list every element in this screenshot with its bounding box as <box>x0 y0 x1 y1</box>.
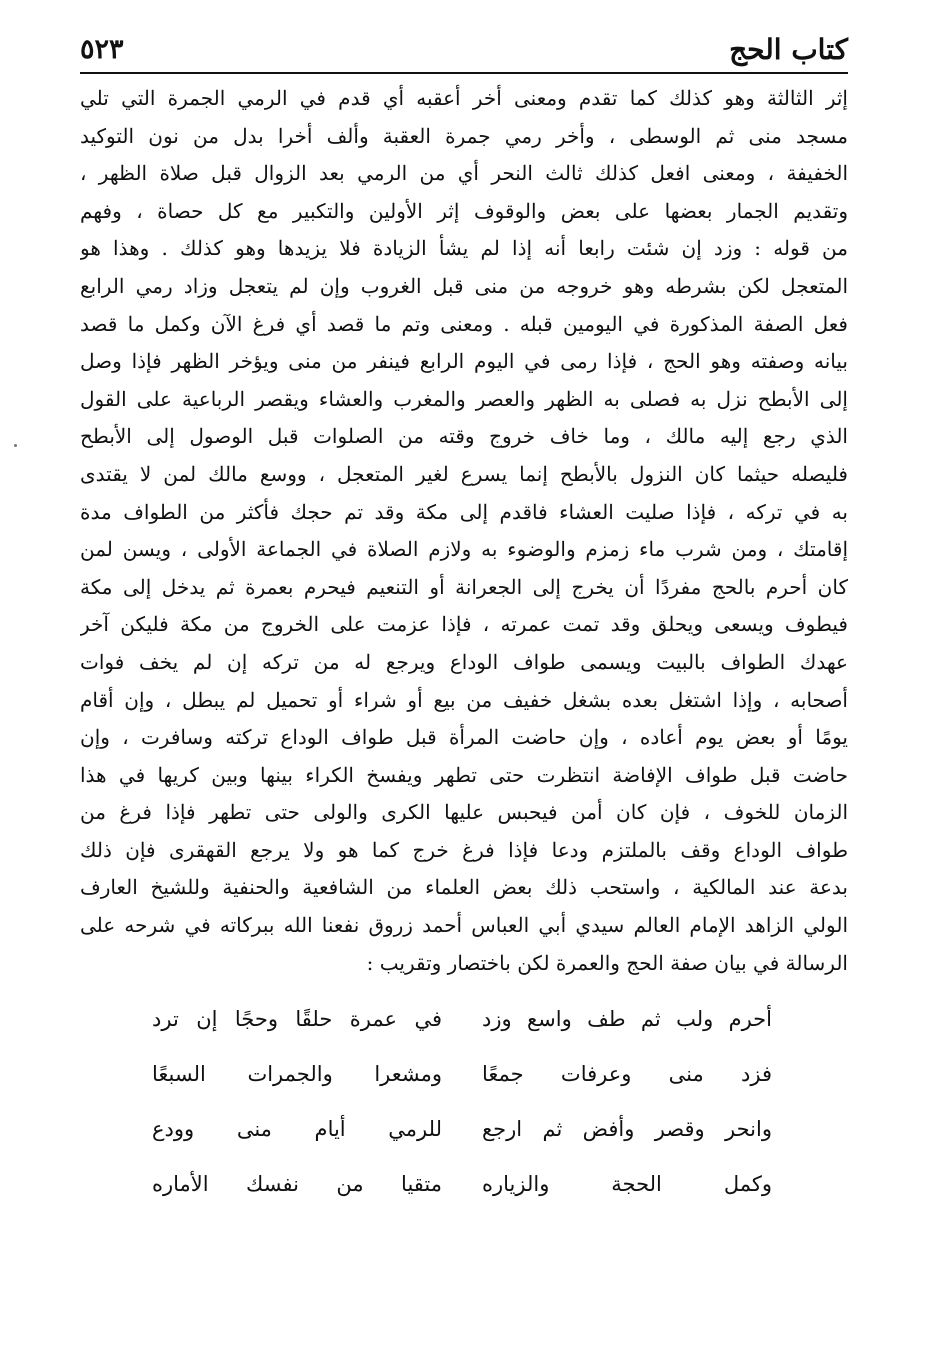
verse-first-hemistich: فزد منى وعرفات جمعًا <box>482 1062 772 1087</box>
text-line: وتقديم الجمار بعضها على بعض والوقوف إثر الأولين والتكبير مع كل حصاة ، وفهم <box>80 198 848 223</box>
scan-speck <box>14 444 17 447</box>
poem <box>152 992 772 1212</box>
text-line: عهدك الطواف بالبيت ويسمى طواف الوداع ويرجع له من تركه إن لم يخف فوات <box>80 649 848 674</box>
text-line: الذي رجع إليه مالك ، وما خاف خروج وقته من الصلوات قبل الوصول إلى الأبطح <box>80 424 848 449</box>
text-line: أصحابه ، وإذا اشتغل بعده بشغل خفيف من بيع أو شراء أو تحميل لم يبطل ، وإن أقام <box>80 687 848 712</box>
poem-verse <box>152 992 772 1047</box>
text-line: إلى الأبطح نزل به فصلى به الظهر والعصر والمغرب والعشاء ويقصر الرباعية على القول <box>80 386 848 411</box>
text-line: طواف الوداع وقف بالملتزم ودعا فإذا فرغ خرج كما هو ولا يرجع القهقرى فإن ذلك <box>80 837 848 862</box>
text-line: الولي الزاهد الإمام العالم سيدي أبي العباس أحمد زروق نفعنا الله ببركاته في شرحه على <box>80 913 848 938</box>
verse-first-hemistich: وانحر وقصر وأفض ثم ارجع <box>482 1117 772 1142</box>
page-number: ٥٢٣ <box>80 34 124 65</box>
verse-second-hemistich: ومشعرا والجمرات السبعًا <box>152 1062 442 1087</box>
text-line: الزمان للخوف ، فإن كان أمن فيحبس عليها الكرى والولى حتى تطهر فإذا فرغ من <box>80 800 848 825</box>
verse-first-hemistich: وكمل الحجة والزياره <box>482 1172 772 1197</box>
running-title: كتاب الحج <box>729 33 848 66</box>
poem-verse <box>152 1157 772 1212</box>
text-line: كان أحرم بالحج مفردًا أن يخرج إلى الجعرانة أو التنعيم فيحرم بعمرة ثم يدخل إلى مكة <box>80 574 848 599</box>
verse-second-hemistich: للرمي أيام منى وودع <box>152 1117 442 1142</box>
text-line: إقامتك ، ومن شرب ماء زمزم والوضوء به ولازم الصلاة في الجماعة الأولى ، ويسن لمن <box>80 537 848 562</box>
verse-second-hemistich: متقيا من نفسك الأماره <box>152 1172 442 1197</box>
text-line: حاضت قبل طواف الإفاضة انتظرت حتى تطهر ويفسخ الكراء بينها وبين كريها في هذا <box>80 762 848 787</box>
verse-second-hemistich: في عمرة حلقًا وحجًا إن ترد <box>152 1007 442 1032</box>
text-line: يومًا أو بعض يوم أعاده ، وإن حاضت المرأة قبل طواف الوداع تركته وسافرت ، وإن <box>80 725 848 750</box>
text-line: الرسالة في بيان صفة الحج والعمرة لكن باختصار وتقريب : <box>366 950 848 975</box>
text-line: بيانه وصفته وهو الحج ، فإذا رمى في اليوم الرابع فينفر من منى ويؤخر الظهر فإذا وصل <box>80 349 848 374</box>
text-line: بدعة عند المالكية ، واستحب ذلك بعض العلماء من الشافعية والحنفية وللشيخ العارف <box>80 875 848 900</box>
poem-verse <box>152 1047 772 1102</box>
text-line: فعل الصفة المذكورة في اليومين قبله . ومعنى وتم ما قصد أي فرغ الآن وكمل ما قصد <box>80 311 848 336</box>
verse-first-hemistich: أحرم ولب ثم طف واسع وزد <box>482 1007 772 1032</box>
text-line: فيطوف ويسعى ويحلق وقد تمت عمرته ، فإذا عزمت على الخروج من مكة فليكن آخر <box>80 612 848 637</box>
book-page <box>80 28 848 1212</box>
text-line: المتعجل لكن بشرطه وهو خروجه من منى قبل الغروب وإن لم يتعجل وزاد رمي الرابع <box>80 273 848 298</box>
poem-verse <box>152 1102 772 1157</box>
text-line: الخفيفة ، ومعنى افعل كذلك ثالث النحر أي من الرمي بعد الزوال قبل صلاة الظهر ، <box>80 161 848 186</box>
text-line: به في تركه ، فإذا صليت العشاء فاقدم إلى مكة وقد تم حجك فأكثر من الطواف مدة <box>80 499 848 524</box>
text-line: إثر الثالثة وهو كذلك كما تقدم ومعنى أخر أعقبه أي قدم في الرمي الجمرة التي تلي <box>80 86 848 110</box>
page-header <box>80 28 848 74</box>
body-text <box>80 80 848 982</box>
text-line: من قوله : وزد إن شئت رابعا أنه إذا لم يشأ الزيادة فلا يزيدها وهو كذلك . وهذا هو <box>80 236 848 261</box>
text-line: فليصله حيثما كان النزول بالأبطح إنما يسرع لغير المتعجل ، ووسع مالك لمن لا يقتدى <box>80 461 848 486</box>
text-line: مسجد منى ثم الوسطى ، وأخر رمي جمرة العقبة وألف أخرا بدل من نون التوكيد <box>80 123 848 148</box>
